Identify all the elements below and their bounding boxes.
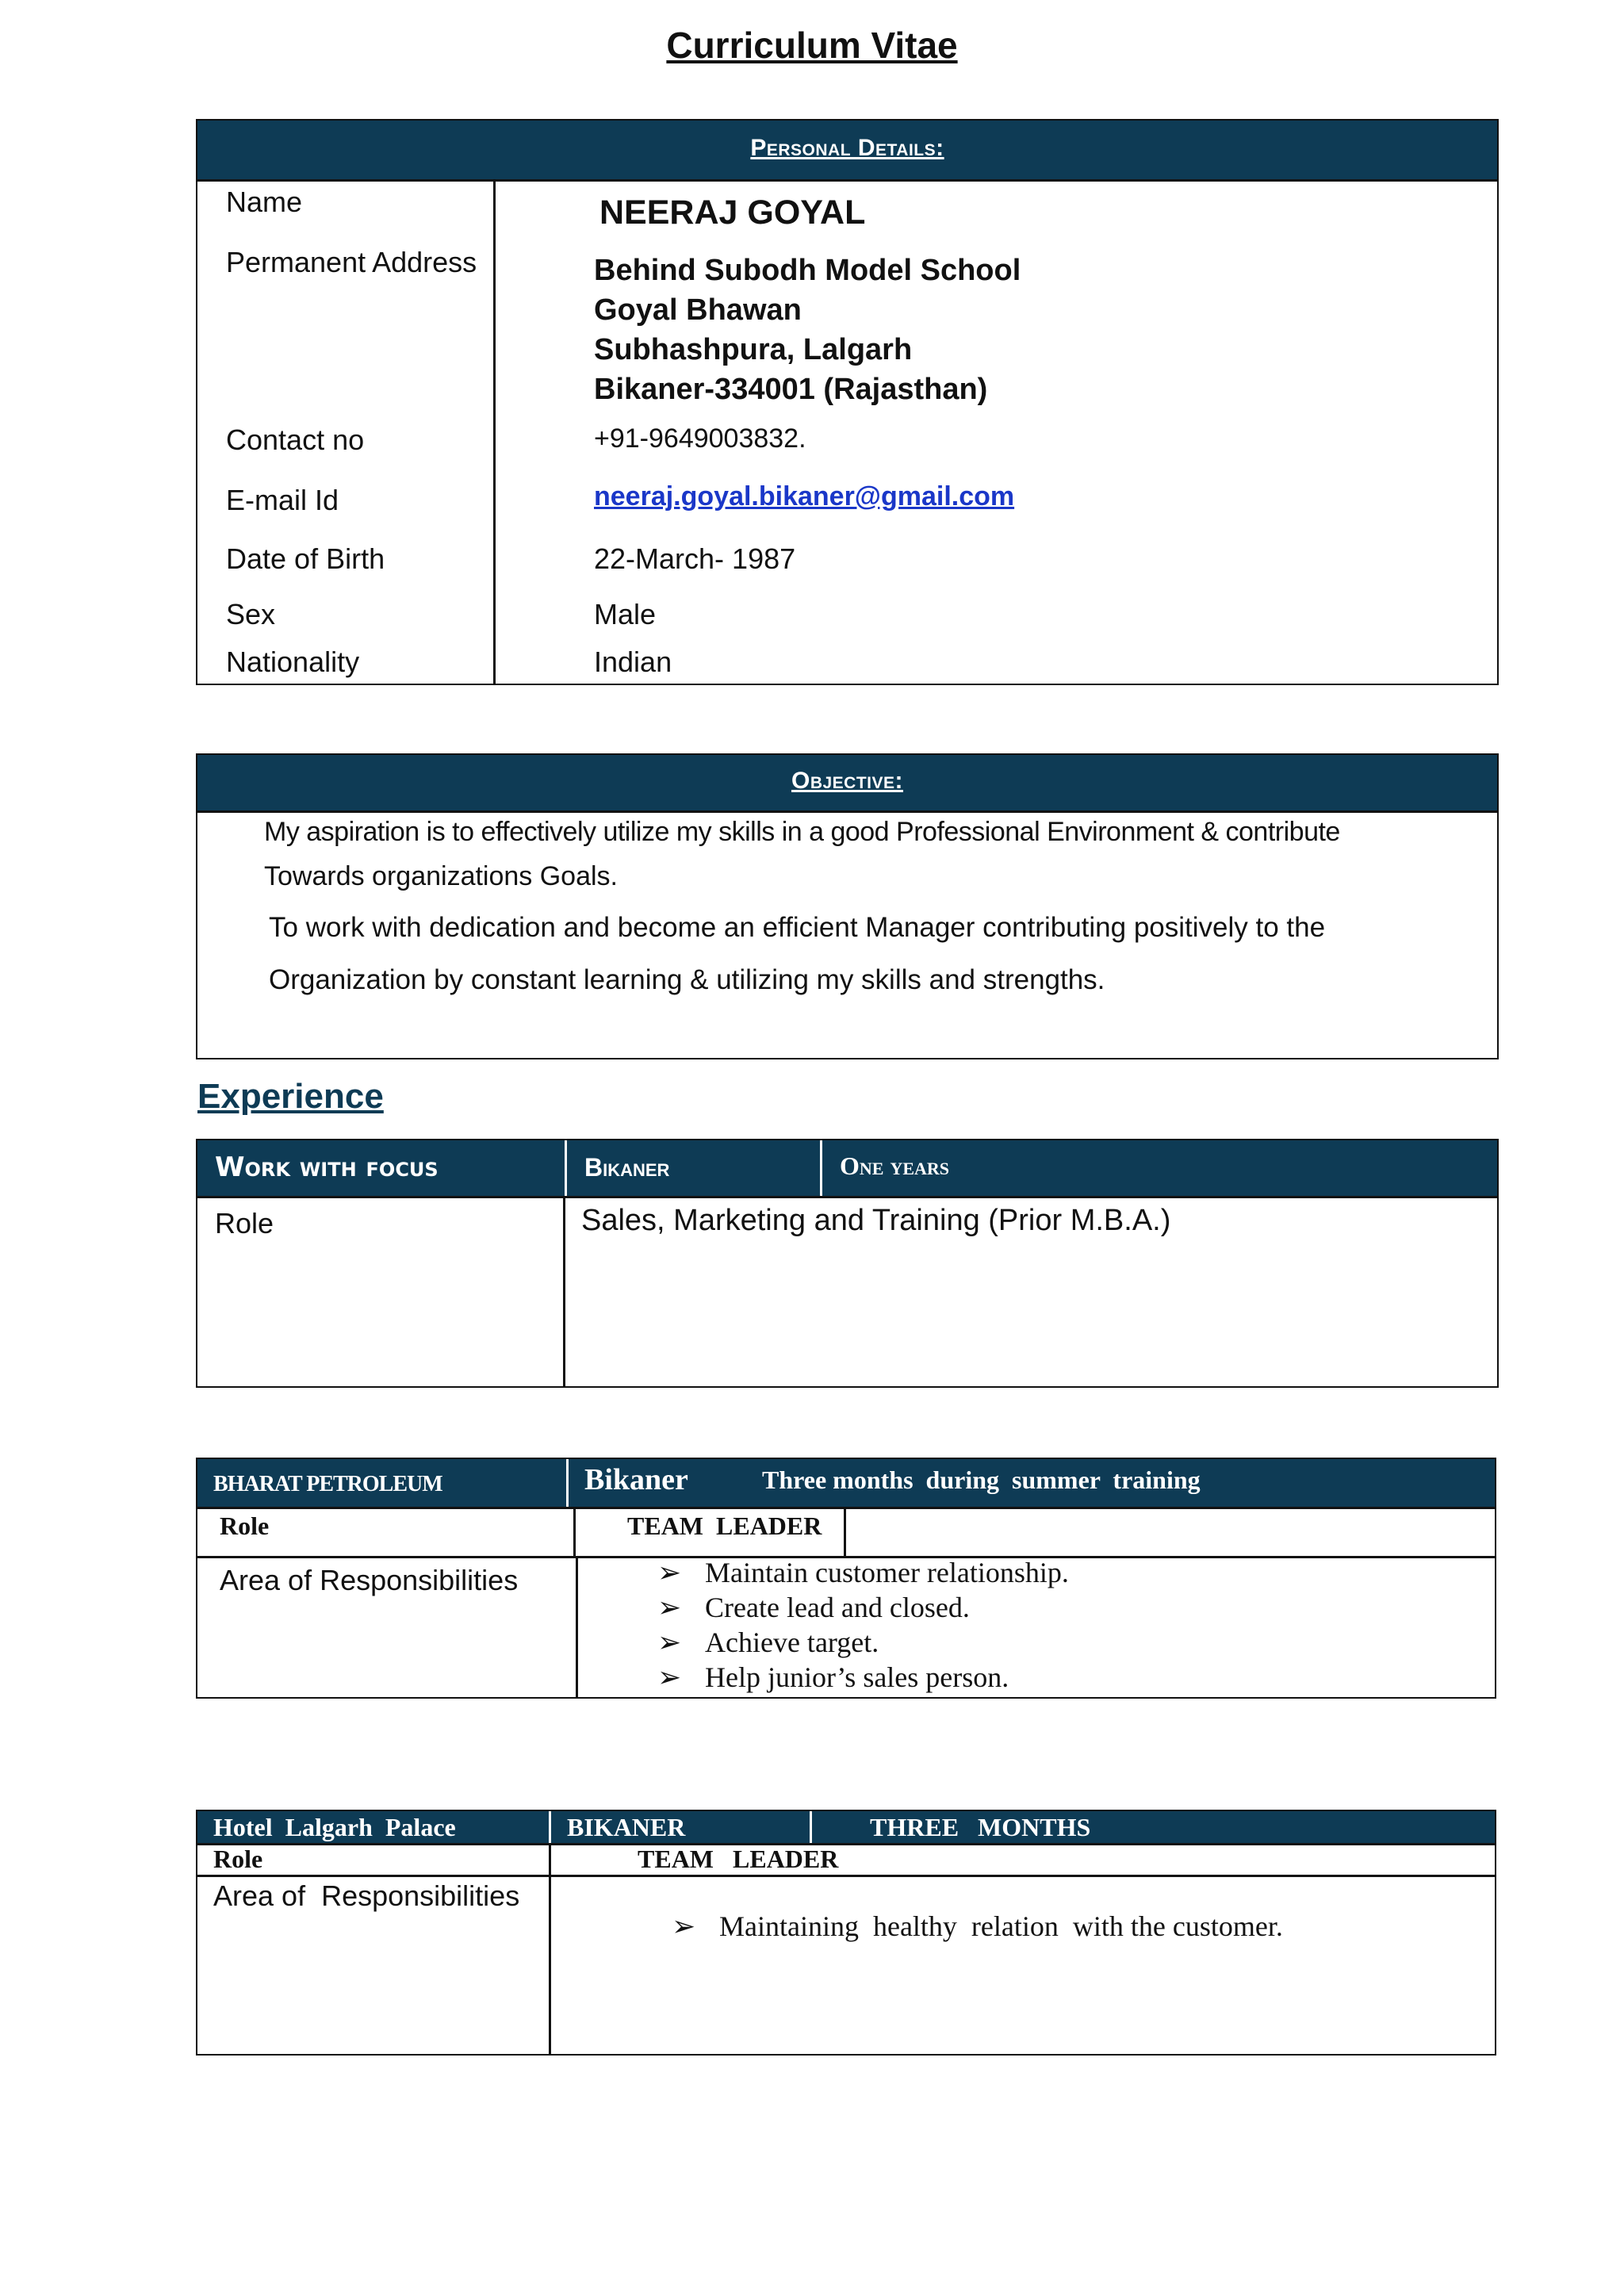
job3-role-value: TEAM LEADER (638, 1845, 839, 1873)
job2-resp-label: Area of Responsibilities (220, 1564, 519, 1596)
job1-duration: One years (840, 1151, 950, 1180)
bullet-arrow-icon: ➢ (657, 1626, 682, 1658)
job2-table (196, 1458, 1496, 1699)
sex-value: Male (594, 598, 657, 630)
bullet-arrow-icon: ➢ (657, 1557, 682, 1588)
personal-details-header-bar (197, 121, 1497, 179)
objective-para2-line1: To work with dedication and become an efficient Manager contributing positively to the (269, 912, 1326, 943)
job1-table (196, 1139, 1499, 1388)
job1-location: Bikaner (584, 1153, 670, 1182)
job2-resp-item-4: ➢ Help junior’s sales person. (657, 1661, 1009, 1693)
objective-header: Objective: (791, 768, 904, 794)
experience-heading: Experience (197, 1077, 384, 1116)
email-label: E-mail Id (226, 484, 339, 516)
job2-role-label: Role (220, 1511, 270, 1540)
job3-role-label: Role (213, 1845, 263, 1873)
job3-duration: THREE MONTHS (870, 1813, 1091, 1841)
name-label: Name (226, 186, 303, 218)
job3-location: BIKANER (567, 1813, 686, 1841)
job3-resp-label: Area of Responsibilities (213, 1879, 520, 1912)
personal-details-header: Personal Details: (750, 135, 944, 161)
email-link[interactable]: neeraj.goyal.bikaner@gmail.com (594, 481, 1015, 511)
bullet-arrow-icon: ➢ (672, 1910, 696, 1942)
address-line-3: Subhashpura, Lalgarh (594, 333, 913, 366)
objective-header-bar (197, 755, 1497, 810)
dob-label: Date of Birth (226, 542, 385, 575)
address-label: Permanent Address (226, 246, 477, 278)
sex-label: Sex (226, 598, 276, 630)
bullet-arrow-icon: ➢ (657, 1592, 682, 1623)
job2-resp-item-2: ➢ Create lead and closed. (657, 1592, 970, 1623)
job2-location: Bikaner (584, 1463, 688, 1496)
contact-value: +91-9649003832. (594, 423, 806, 454)
job2-resp-item-1: ➢ Maintain customer relationship. (657, 1557, 1069, 1588)
objective-para2-line2: Organization by constant learning & utilizing my skills and strengths. (269, 964, 1105, 995)
job3-table (196, 1810, 1496, 2056)
job1-company: Work with focus (215, 1151, 439, 1183)
address-line-4: Bikaner-334001 (Rajasthan) (594, 373, 988, 406)
job3-resp-item-1: ➢ Maintaining healthy relation with the customer. (672, 1910, 1283, 1942)
document-title: Curriculum Vitae (666, 25, 958, 66)
contact-label: Contact no (226, 423, 365, 456)
dob-value: 22-March- 1987 (594, 542, 796, 575)
job2-resp-item-3: ➢ Achieve target. (657, 1626, 879, 1658)
objective-para1-line2: Towards organizations Goals. (264, 861, 619, 891)
job1-role-label: Role (215, 1207, 274, 1239)
name-value: NEERAJ GOYAL (599, 193, 866, 232)
objective-para1-line1: My aspiration is to effectively utilize my skills in a good Professional Environment & contribute (264, 817, 1340, 847)
job3-company: Hotel Lalgarh Palace (213, 1813, 456, 1841)
job2-duration: Three months during summer training (762, 1466, 1201, 1494)
nationality-label: Nationality (226, 646, 360, 678)
job2-company: BHARAT PETROLEUM (213, 1472, 442, 1496)
bullet-arrow-icon: ➢ (657, 1661, 682, 1693)
objective-box (196, 753, 1499, 1059)
address-line-2: Goyal Bhawan (594, 293, 802, 327)
job1-role-value: Sales, Marketing and Training (Prior M.B.A.) (581, 1204, 1171, 1237)
address-line-1: Behind Subodh Model School (594, 254, 1021, 287)
job2-role-value: TEAM LEADER (627, 1511, 822, 1540)
nationality-value: Indian (594, 646, 672, 678)
personal-details-table (196, 119, 1499, 685)
